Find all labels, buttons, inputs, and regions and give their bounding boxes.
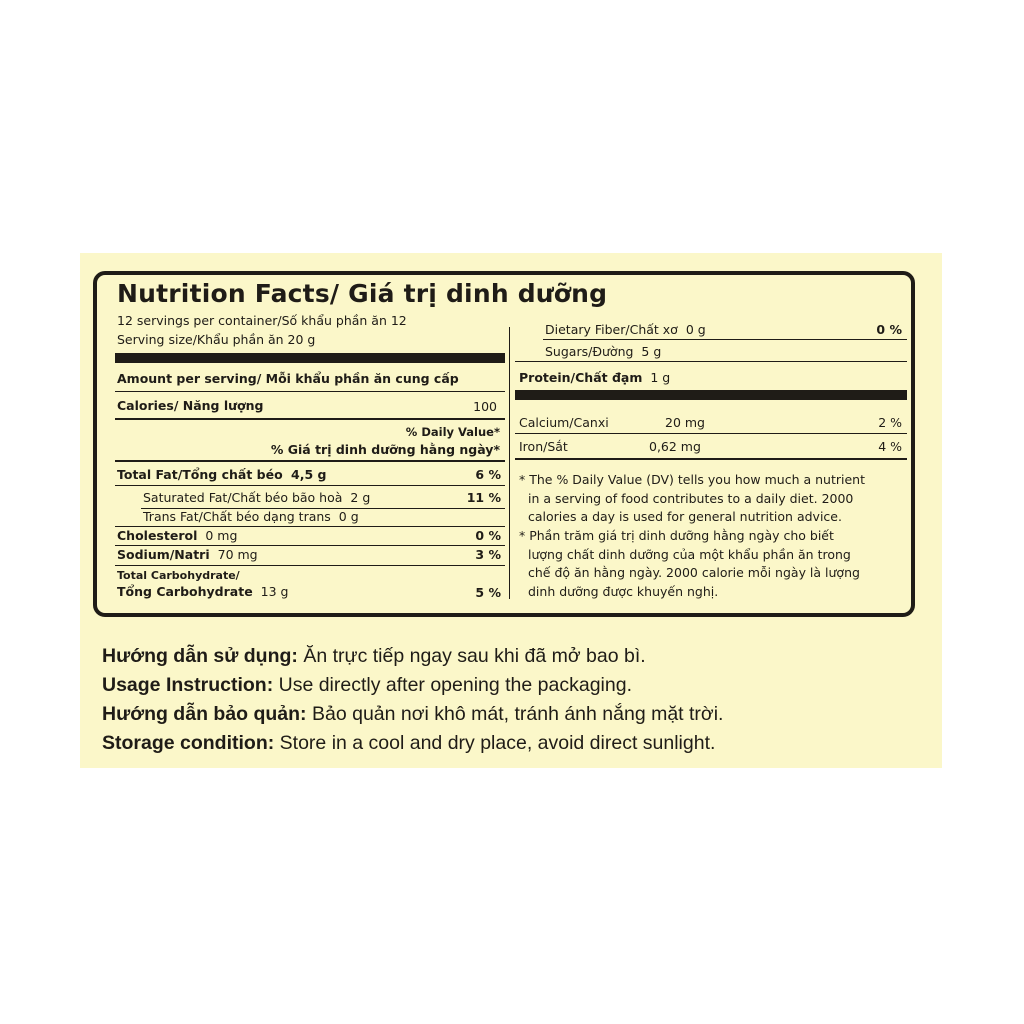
daily-value-header-vi: % Giá trị dinh dưỡng hằng ngày* — [270, 442, 500, 457]
usage-instruction-en: Usage Instruction: Use directly after opening the packaging. — [102, 674, 632, 696]
product-label-panel — [80, 253, 942, 768]
amount-per-serving: Amount per serving/ Mỗi khẩu phần ăn cung cấp — [117, 371, 459, 386]
iron-amount: 0,62 mg — [649, 439, 701, 454]
calcium-dv: 2 % — [878, 415, 902, 430]
rule — [115, 460, 505, 462]
dietary-fiber-dv: 0 % — [876, 322, 902, 337]
rule — [515, 361, 907, 362]
calories-label: Calories/ Năng lượng — [117, 398, 264, 413]
footnote-vi: * Phần trăm giá trị dinh dưỡng hằng ngày cho biết lượng chất dinh dưỡng của một khẩu phần ăn trong chế độ ăn hằng ngày. 2000 calorie mỗi ngày là lượng dinh dưỡng được khuyến nghị. — [519, 528, 860, 599]
trans-fat-label: Trans Fat/Chất béo dạng trans 0 g — [143, 509, 359, 524]
iron-dv: 4 % — [878, 439, 902, 454]
rule — [115, 545, 505, 546]
thick-rule — [115, 353, 505, 363]
sodium-label: Sodium/Natri 70 mg — [117, 547, 258, 562]
saturated-fat-label: Saturated Fat/Chất béo bão hoà 2 g — [143, 490, 371, 505]
column-divider — [509, 327, 510, 599]
total-carb-label-2: Tổng Carbohydrate 13 g — [117, 584, 289, 599]
footnote-en: * The % Daily Value (DV) tells you how much a nutrient in a serving of food contributes to a daily diet. 2000 calories a day is used for general nutrition advice. — [519, 472, 865, 524]
cholesterol-label: Cholesterol 0 mg — [117, 528, 238, 543]
rule — [515, 458, 907, 460]
rule — [115, 485, 505, 486]
saturated-fat-dv: 11 % — [466, 490, 501, 505]
nutrition-facts-box — [93, 271, 915, 617]
rule — [115, 418, 505, 420]
total-fat-label: Total Fat/Tổng chất béo 4,5 g — [117, 467, 327, 482]
usage-instruction-vi: Hướng dẫn sử dụng: Ăn trực tiếp ngay sau khi đã mở bao bì. — [102, 645, 646, 667]
sugars-label: Sugars/Đường 5 g — [545, 344, 662, 359]
rule — [543, 339, 907, 340]
rule — [515, 433, 907, 434]
rule — [115, 391, 505, 392]
nutrition-facts-title: Nutrition Facts/ Giá trị dinh dưỡng — [117, 279, 608, 308]
storage-instruction-vi: Hướng dẫn bảo quản: Bảo quản nơi khô mát, tránh ánh nắng mặt trời. — [102, 703, 724, 725]
daily-value-header-en: % Daily Value* — [405, 425, 500, 439]
iron-label: Iron/Sắt — [519, 439, 568, 454]
calcium-label: Calcium/Canxi — [519, 415, 609, 430]
servings-per-container: 12 servings per container/Số khẩu phần ăn 12 — [117, 313, 407, 328]
calories-value: 100 — [473, 399, 497, 414]
total-carb-dv: 5 % — [475, 585, 501, 600]
protein-label: Protein/Chất đạm 1 g — [519, 370, 671, 385]
sodium-dv: 3 % — [475, 547, 501, 562]
total-carb-label-1: Total Carbohydrate/ — [117, 569, 240, 582]
rule — [115, 526, 505, 527]
dietary-fiber-label: Dietary Fiber/Chất xơ 0 g — [545, 322, 706, 337]
calcium-amount: 20 mg — [665, 415, 705, 430]
serving-size: Serving size/Khẩu phần ăn 20 g — [117, 332, 316, 347]
rule — [115, 565, 505, 566]
cholesterol-dv: 0 % — [475, 528, 501, 543]
storage-instruction-en: Storage condition: Store in a cool and dry place, avoid direct sunlight. — [102, 732, 716, 754]
thick-rule — [515, 390, 907, 400]
total-fat-dv: 6 % — [475, 467, 501, 482]
